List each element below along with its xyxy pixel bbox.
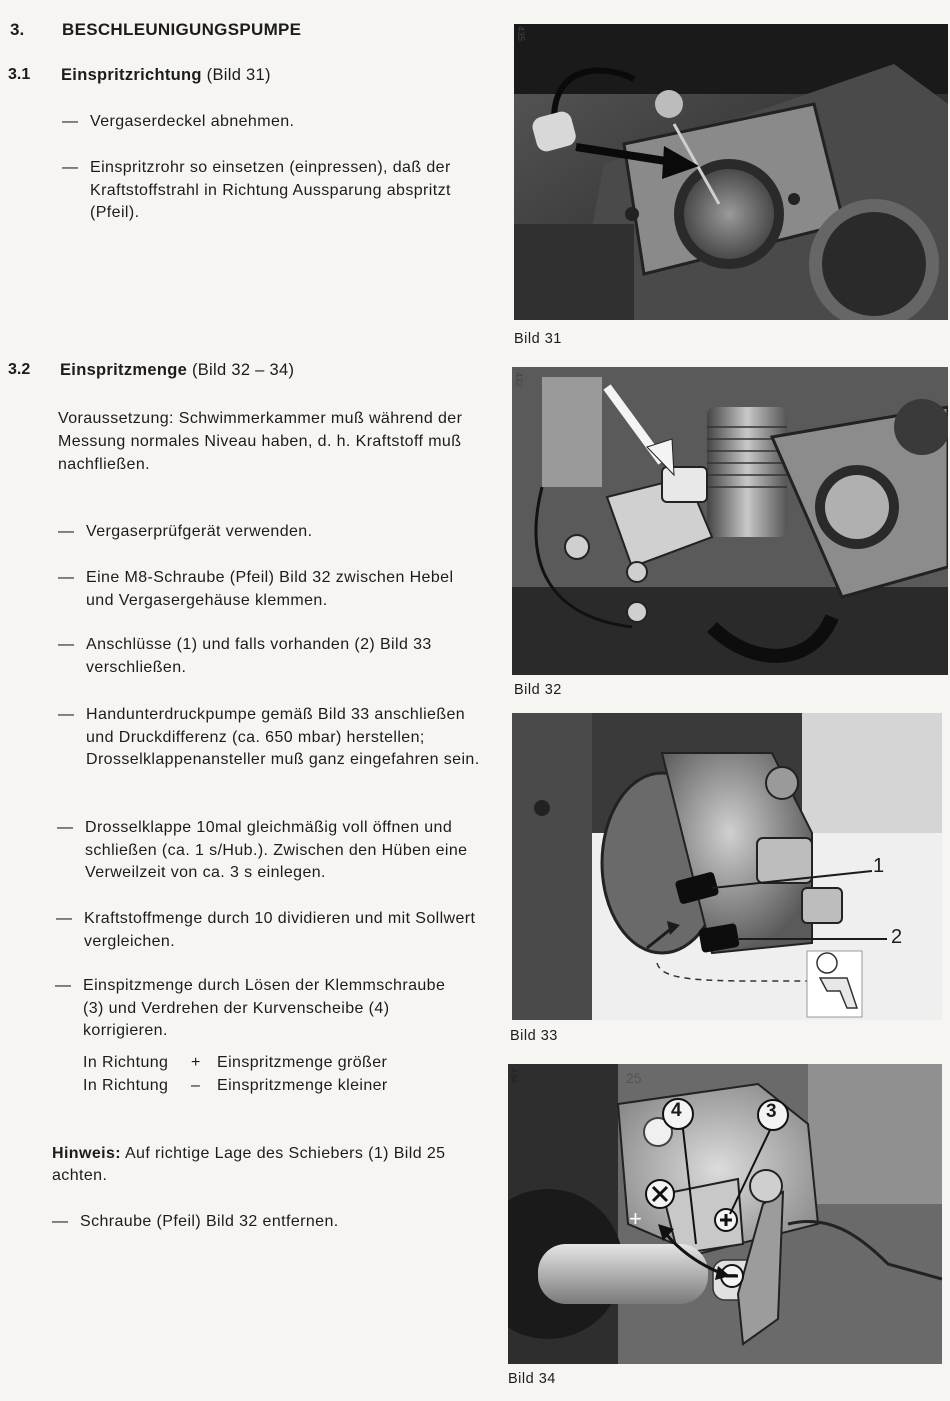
subsection-number-2: 3.2	[8, 361, 31, 378]
note	[52, 1143, 462, 1187]
list-item	[55, 975, 450, 1043]
note-text: Auf richtige Lage des Schiebers (1) Bild 25 achten.	[52, 1145, 446, 1184]
list-item-text: Vergaserprüfgerät verwenden.	[86, 523, 313, 540]
dash: —	[58, 706, 75, 723]
section-number: 3.	[10, 20, 25, 39]
list-item	[52, 1211, 472, 1234]
dash: —	[56, 910, 73, 927]
note-label: Hinweis:	[52, 1145, 121, 1162]
dash: —	[58, 636, 75, 653]
subsection-heading-2	[60, 361, 294, 380]
list-item-text: Drosselklappe 10mal gleichmäßig voll öffnen und schließen (ca. 1 s/Hub.). Zwischen den Hüben eine Verweilzeit von ca. 3 s einlegen.	[85, 819, 468, 881]
figure-31-caption: Bild 31	[514, 331, 562, 347]
direction-label: In Richtung	[83, 1077, 169, 1094]
figure-32-photo	[512, 367, 948, 675]
figure-34-stamp: 434	[509, 1068, 519, 1084]
callout-1: 1	[873, 855, 885, 877]
figure-33-caption: Bild 33	[510, 1028, 558, 1044]
dash: —	[62, 159, 79, 176]
subsection-ref-1: (Bild 31)	[206, 66, 271, 84]
sign-minus: –	[727, 1264, 738, 1284]
list-item-text: Handunterdruckpumpe gemäß Bild 33 anschließen und Druckdifferenz (ca. 650 mbar) herstellen; Drosselklappenansteller muß ganz eingefahren sein.	[86, 706, 480, 768]
figure-32-caption: Bild 32	[514, 682, 562, 698]
list-item-text: Eine M8-Schraube (Pfeil) Bild 32 zwischen Hebel und Vergasergehäuse klemmen.	[86, 569, 454, 609]
dash: —	[55, 977, 72, 994]
list-item	[62, 111, 482, 134]
sign-plus: +	[629, 1206, 642, 1231]
dash: —	[58, 523, 75, 540]
list-item-text: Einspritzrohr so einsetzen (einpressen), daß der Kraftstoffstrahl in Richtung Aussparung abspritzt (Pfeil).	[90, 159, 451, 221]
figure-32-stamp: 432	[514, 372, 524, 388]
dash: —	[58, 569, 75, 586]
list-item-text: Vergaserdeckel abnehmen.	[90, 113, 295, 130]
section-title: BESCHLEUNIGUNGSPUMPE	[62, 20, 302, 39]
figure-34-caption: Bild 34	[508, 1371, 556, 1387]
figure-34-photo	[508, 1064, 942, 1364]
callout-2: 2	[891, 926, 903, 948]
list-item	[58, 634, 458, 679]
direction-row-plus	[83, 1051, 387, 1074]
subsection-number-1: 3.1	[8, 66, 31, 83]
list-item	[57, 817, 487, 885]
precondition-text: Voraussetzung: Schwimmerkammer muß während der Messung normales Niveau haben, d. h. Kraftstoff muß nachfließen.	[58, 410, 463, 473]
figure-31-photo	[514, 24, 948, 320]
list-item	[62, 157, 482, 225]
callout-4: 4	[671, 1100, 682, 1121]
dash: —	[62, 113, 79, 130]
direction-sign: +	[191, 1054, 201, 1071]
dash: —	[52, 1213, 69, 1230]
direction-text: Einspritzmenge größer	[217, 1054, 388, 1071]
callout-3: 3	[766, 1101, 777, 1122]
list-item-text: Schraube (Pfeil) Bild 32 entfernen.	[80, 1213, 339, 1230]
subsection-heading-1	[61, 66, 271, 85]
list-item	[58, 567, 483, 612]
direction-text: Einspritzmenge kleiner	[217, 1077, 388, 1094]
dash: —	[57, 819, 74, 836]
subsection-ref-2: (Bild 32 – 34)	[191, 361, 295, 379]
list-item	[58, 704, 488, 772]
direction-row-minus	[83, 1074, 388, 1097]
subsection-title-1: Einspritzrichtung	[61, 66, 202, 84]
list-item-text: Kraftstoffmenge durch 10 dividieren und mit Sollwert vergleichen.	[84, 910, 476, 950]
direction-label: In Richtung	[83, 1054, 169, 1071]
direction-sign: –	[191, 1077, 201, 1094]
list-item	[58, 521, 483, 544]
figure-34-photo-text: 25	[626, 1070, 642, 1086]
subsection-title-2: Einspritzmenge	[60, 361, 188, 379]
list-item-text: Anschlüsse (1) und falls vorhanden (2) Bild 33 verschließen.	[86, 636, 432, 676]
figure-31-stamp: 435	[516, 26, 526, 42]
list-item-text: Einspitzmenge durch Lösen der Klemmschraube (3) und Verdrehen der Kurvenscheibe (4) korrigieren.	[83, 977, 446, 1039]
list-item	[56, 908, 486, 953]
